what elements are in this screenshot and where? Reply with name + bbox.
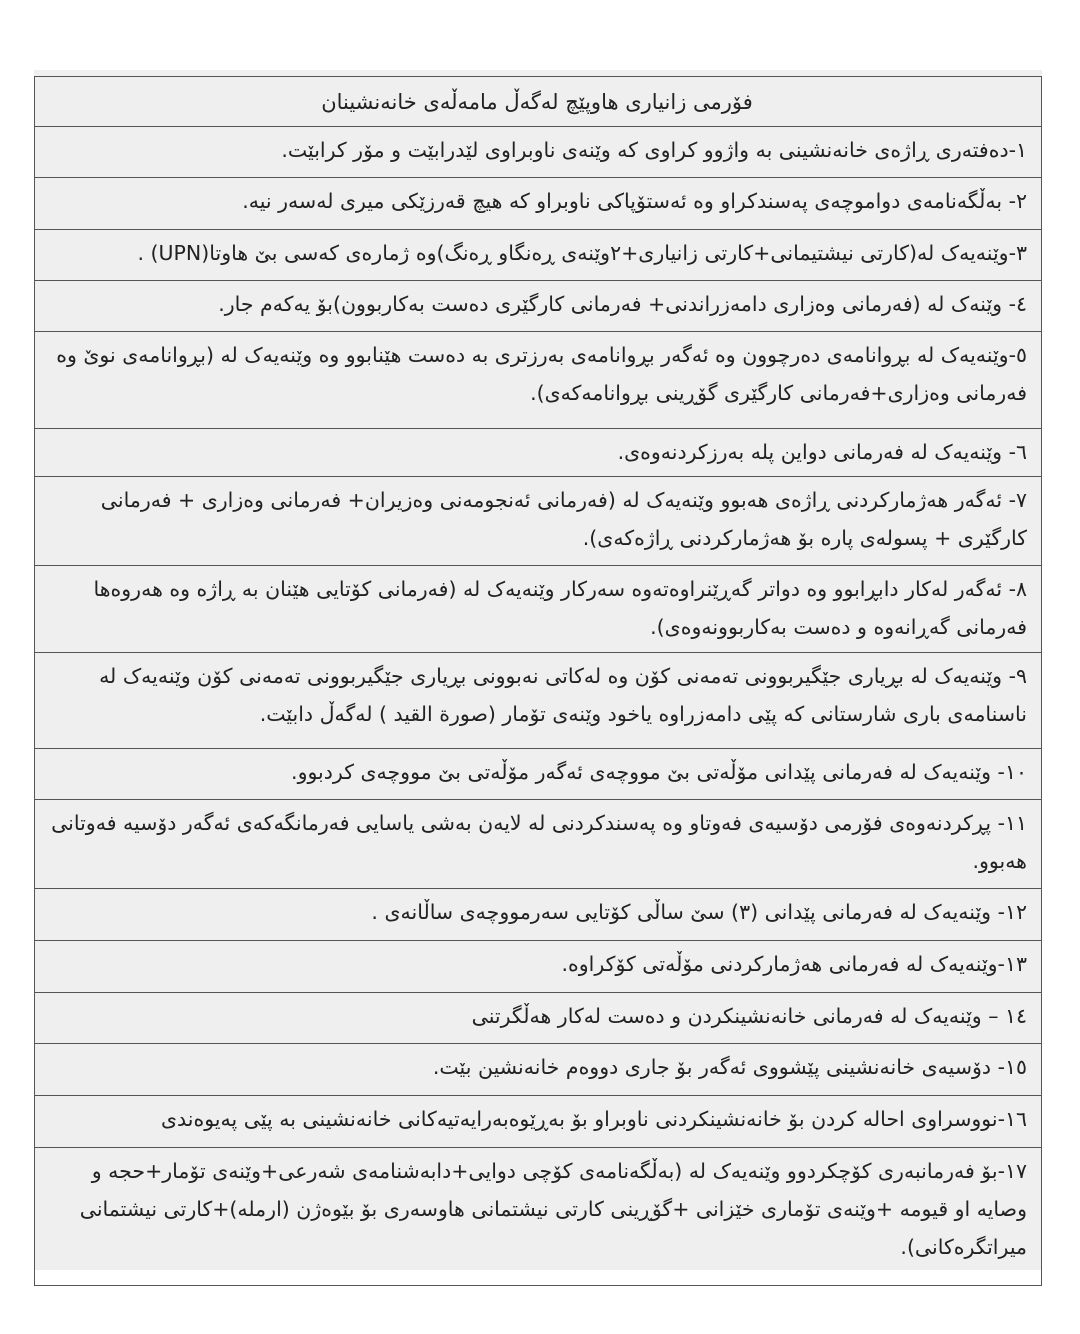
form-item-9: ٩- وێنەیەک لە بڕیاری جێگیربوونی تەمەنی کۆن وە لەکاتی نەبوونی بڕیاری جێگیربوونی تەمەنی کۆن وێنەیەک لە ناسنامەی باری شارستانی کە پێی دامەزراوە یاخود وێنەی تۆمار (صورة القيد ) لەگەڵ دابێت. (35, 653, 1041, 749)
form-title: فۆرمی زانیاری هاوپێچ لەگەڵ مامەڵەی خانەنشینان (35, 77, 1041, 127)
form-item-4: ٤- وێنەک لە (فەرمانی وەزاری دامەزراندنی+ فەرمانی کارگێری دەست بەکاربوون)بۆ یەکەم جار. (35, 281, 1041, 332)
form-item-14: ١٤ – وێنەیەک لە فەرمانی خانەنشینکردن و دەست لەکار هەڵگرتنی (35, 993, 1041, 1044)
form-table (34, 76, 1042, 1286)
form-item-11: ١١- پڕکردنەوەی فۆرمی دۆسیەی فەوتاو وە پەسندکردنی لە لایەن بەشی یاسایی فەرمانگەکەی ئەگەر دۆسیە فەوتانی هەبوو. (35, 800, 1041, 889)
scanned-paper (34, 70, 1042, 1270)
form-item-16: ١٦-نووسراوی احالە کردن بۆ خانەنشینکردنی ناوبراو بۆ بەڕێوەبەرایەتیەکانی خانەنشینی بە پێی پەیوەندی (35, 1096, 1041, 1148)
form-item-10: ١٠- وێنەیەک لە فەرمانی پێدانی مۆڵەتی بێ مووچەی ئەگەر مۆڵەتی بێ مووچەی کردبوو. (35, 749, 1041, 800)
form-item-15: ١٥- دۆسیەی خانەنشینی پێشووی ئەگەر بۆ جاری دووەم خانەنشین بێت. (35, 1044, 1041, 1096)
form-item-2: ٢- بەڵگەنامەی دواموچەی پەسندکراو وە ئەستۆپاکی ناوبراو کە هیچ قەرزێکی میری لەسەر نیە. (35, 178, 1041, 230)
form-item-6: ٦- وێنەیەک لە فەرمانی دواین پلە بەرزکردنەوەی. (35, 429, 1041, 477)
form-item-17: ١٧-بۆ فەرمانبەری کۆچکردوو وێنەیەک لە (بەڵگەنامەی کۆچی دوایی+دابەشنامەی شەرعی+وێنەی تۆمار+حجە و وصایە او قیومە +وێنەی تۆماری خێزانی +گۆڕینی کارتی نیشتمانی هاوسەری بۆ بێوەژن (ارملە)+کارتی نیشتمانی میراتگرەکانی). (79, 1159, 1027, 1259)
form-item-1: ١-دەفتەری ڕاژەی خانەنشینی بە واژوو کراوی کە وێنەی ناوبراوی لێدرابێت و مۆر کرابێت. (35, 127, 1041, 178)
form-item-3: ٣-وێنەیەک لە(کارتی نیشتیمانی+کارتی زانیاری+٢وێنەی ڕەنگاو ڕەنگ)وە ژمارەی کەسی بێ هاوتا(UPN) . (35, 230, 1041, 281)
form-item-5: ٥-وێنەیەک لە بڕوانامەی دەرچوون وە ئەگەر بڕوانامەی بەرزتری بە دەست هێنابوو وە وێنەیەک لە (بڕوانامەی نوێ وە فەرمانی وەزاری+فەرمانی کارگێری گۆڕینی بڕوانامەکەی). (35, 332, 1041, 429)
form-item-13: ١٣-وێنەیەک لە فەرمانی هەژمارکردنی مۆڵەتی کۆکراوە. (35, 941, 1041, 993)
form-item-8: ٨- ئەگەر لەکار دابڕابوو وە دواتر گەڕێنراوەتەوە سەرکار وێنەیەک لە (فەرمانی کۆتایی هێنان بە ڕاژە وە هەروەها فەرمانی گەڕانەوە و دەست بەکاربوونەوەی). (35, 566, 1041, 653)
form-item-12: ١٢- وێنەیەک لە فەرمانی پێدانی (٣) سێ ساڵی کۆتایی سەرمووچەی ساڵانەی . (35, 889, 1041, 941)
form-item-7: ٧- ئەگەر هەژمارکردنی ڕاژەی هەبوو وێنەیەک لە (فەرمانی ئەنجومەنی وەزیران+ فەرمانی وەزاری + فەرمانی کارگێری + پسولەی پارە بۆ هەژمارکردنی ڕاژەکەی). (35, 477, 1041, 566)
